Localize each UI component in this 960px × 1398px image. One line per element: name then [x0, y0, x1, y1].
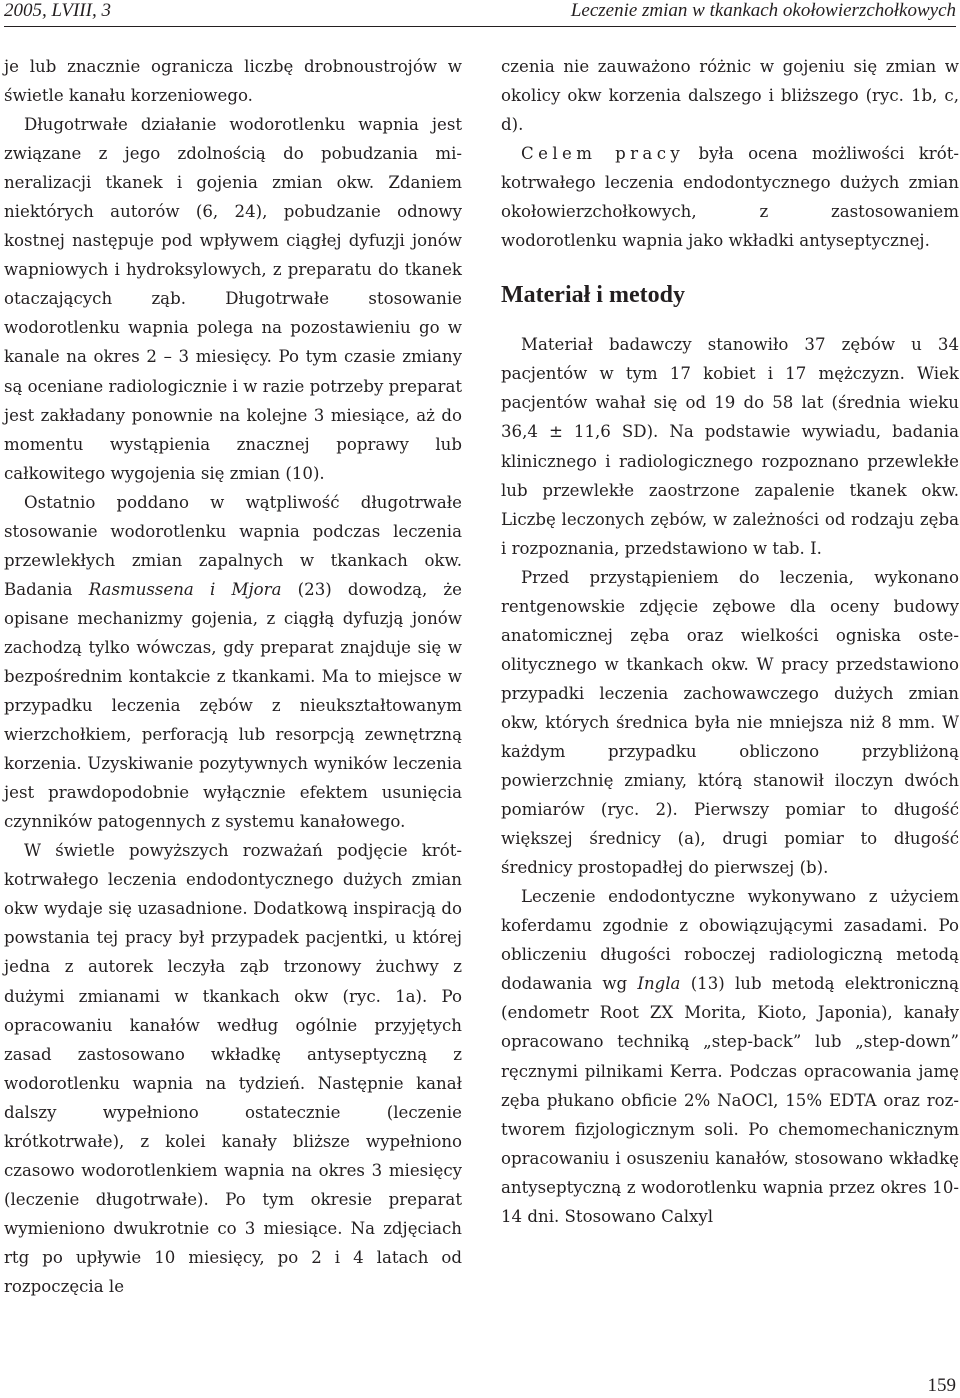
paragraph-calcium-hydroxide: Długotrwałe działanie wodorotlenku wapnia jest związane z jego zdolnością do pobudzania mineralizacji tkanek i gojenia zmian okw. Zdaniem niektórych autorów (6, 24), pobudzanie odnowy kostnej następuje pod wpływem ciągłej dyfuzji jonów wapniowych i hydroksylowych, z preparatu do tkanek otaczających ząb. Długotrwałe stosowanie wodorotlenku wapnia polega na pozostawieniu go w kanale na okres 2 – 3 miesięcy. Po tym czasie zmiany są oceniane radiologicznie i w razie potrzeby preparat jest zakładany ponownie na kolejne 3 miesiące, aż do momentu wystąpienia znacznej poprawy lub całkowitego wygojenia się zmian (10). [4, 115, 463, 483]
paragraph-aim [501, 139, 959, 255]
journal-issue: 2005, LVIII, 3 [4, 0, 111, 21]
aim-label: Celem pracy [521, 144, 685, 164]
paragraph-treatment [501, 882, 959, 1231]
section-heading: Materiał i metody [501, 282, 685, 309]
left-column [4, 52, 462, 1301]
paragraph-material: Materiał badawczy stanowiło 37 zębów u 34 pacjentów w tym 17 kobiet i 17 mężczyzn. Wiek pacjentów wahał się od 19 do 58 lat (średnia wieku 36,4 ± 11,6 SD). Na podstawie wywiadu, badania klinicznego i radiologicznego rozpoznano przewlekłe lub przewlekłe zaostrzone zapalenie tkanek okw. Liczbę leczonych zębów, w zależności od rodzaju zęba i rozpoznania, przedstawiono w tab. I. [501, 335, 959, 558]
paragraph-case-inspiration: W świetle powyższych rozważań podjęcie krótkotrwałego leczenia endodontycznego dużych zmian okw wydaje się uzasadnione. Dodatkową inspiracją do powstania tej pracy był przypadek pacjentki, u której jedna z autorek leczyła ząb trzonowy żuchwy z dużymi zmianami w tkankach okw (ryc. 1a). Po opracowaniu kanałów według ogólnie przyjętych zasad zastosowano wkładkę antyseptyczną z wodorotlenku wapnia na tydzień. Następnie kanał dalszy wypełniono ostatecznie (leczenie krótkotrwałe), z kolei kanały bliższe wypełniono czasowo wodorotlenkiem wapnia na okres 3 miesięcy (leczenie długotrwałe). Po tym okresie preparat wymieniono dwukrotnie co 3 miesiące. Na zdjęciach rtg po upływie 10 miesięcy, po 2 i 4 latach od rozpoczęcia le [4, 841, 462, 1296]
header-rule [4, 26, 956, 27]
right-column [501, 52, 959, 1231]
paragraph-doubts [4, 488, 462, 837]
article-running-title: Leczenie zmian w tkankach okołowierzchołkowych [570, 0, 956, 21]
paragraph-radiograph: Przed przystąpieniem do leczenia, wykonano rentgenowskie zdjęcie zębowe dla oceny budowy anatomicznej zęba oraz wielkości ogniska osteolitycznego w tkankach okw. W pracy przedstawiono przypadki leczenia zachowawczego dużych zmian okw, których średnica była nie mniejsza niż 8 mm. W każdym przypadku obliczono przybliżoną powierzchnię zmiany, którą stanowił iloczyn dwóch pomiarów (ryc. 2). Pierwszy pomiar to długość większej średnicy (a), drugi pomiar to długość średnicy prostopadłej do pierwszej (b). [501, 567, 959, 878]
cited-authors: Rasmussena i Mjora [88, 579, 282, 599]
page-number: 159 [927, 1375, 956, 1396]
paragraph-text: Ostatnio poddano w wątpliwość długotrwałe stosowanie wodorotlenku wapnia podczas leczenia przewlekłych zmian zapalnych w tkankach okw. Badania [4, 492, 462, 599]
paragraph-continuation: czenia nie zauważono różnic w gojeniu się zmian w okolicy okw korzenia dalszego i bliższego (ryc. 1b, c, d). [501, 57, 959, 135]
cited-author: Ingla [637, 974, 681, 994]
paragraph-text: (23) dowodzą, że opisane mechanizmy gojenia, z ciągłą dyfuzją jonów zachodzą tylko wówczas, gdy preparat znajduje się w bezpośrednim kontakcie z tkankami. Ma to miejsce w przypadku leczenia zębów z nieukształtowanym wierzchołkiem, perforacją lub resorpcją zewnętrzną korzenia. Uzyskiwanie pozytywnych wyników leczenia jest prawdopodobnie wyłącznie efektem usunięcia czynników patogennych z systemu kanałowego. [4, 579, 462, 832]
paragraph-text: (13) lub metodą elektroniczną (endometr Root ZX Morita, Kioto, Japonia), kanały opracowano techniką „step-back” lub „step-down” ręcznymi pilnikami Kerra. Podczas opracowania jamę zęba płukano obficie 2% NaOCl, 15% EDTA oraz roztworem fizjologicznym soli. Po chemomechanicznym opracowaniu i osuszeniu kanałów, stosowano wkładkę antyseptyczną z wodorotlenku wapnia przez okres 10-14 dni. Stosowano Calxyl [501, 974, 959, 1226]
paragraph-text: Leczenie endodontyczne wykonywano z użyciem koferdamu zgodnie z obowiązującymi zasadami. Po obliczeniu długości roboczej radiologiczną metodą dodawania wg [501, 887, 959, 994]
paragraph-text: była ocena możliwości krótkotrwałego leczenia endodontycznego dużych zmian okołowierzchołkowych, z zastosowaniem wodorotlenku wapnia jako wkładki antyseptycznej. [501, 144, 960, 251]
running-head [4, 0, 956, 24]
paragraph-continuation: je lub znacznie ogranicza liczbę drobnoustrojów w świetle kanału korzeniowego. [4, 57, 462, 106]
